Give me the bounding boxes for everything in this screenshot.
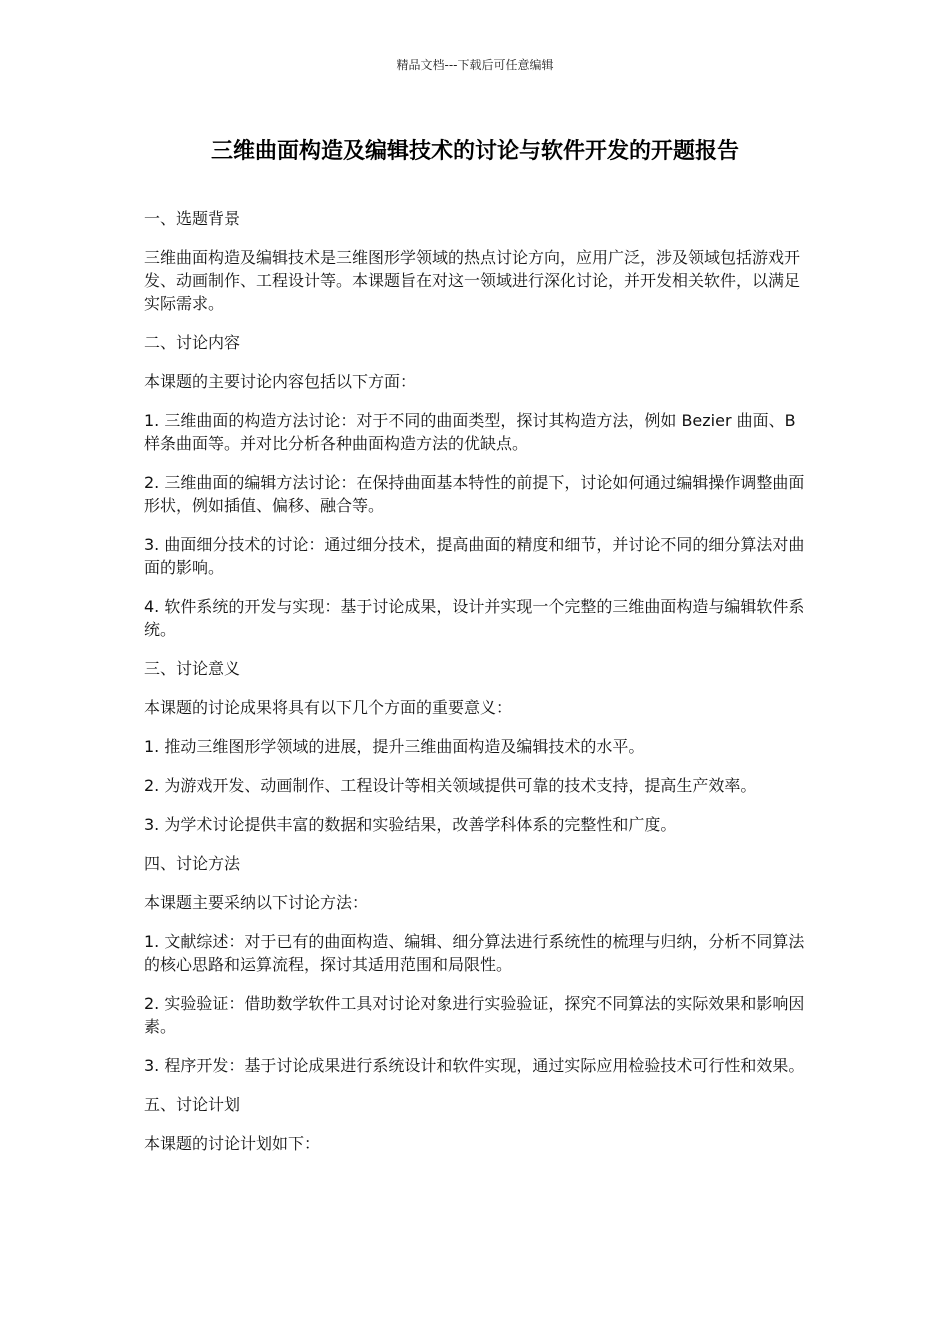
- list-item-content-3: 3. 曲面细分技术的讨论：通过细分技术，提高曲面的精度和细节，并讨论不同的细分算法对曲面的影响。: [144, 535, 805, 577]
- list-item-content-4: 4. 软件系统的开发与实现：基于讨论成果，设计并实现一个完整的三维曲面构造与编辑软件系统。: [144, 597, 805, 639]
- paragraph-background: 三维曲面构造及编辑技术是三维图形学领域的热点讨论方向，应用广泛，涉及领域包括游戏开发、动画制作、工程设计等。本课题旨在对这一领域进行深化讨论，并开发相关软件，以满足实际需求。: [144, 248, 801, 313]
- section-heading-methods: 四、讨论方法: [144, 854, 241, 873]
- list-item-methods-2: 2. 实验验证：借助数学软件工具对讨论对象进行实验验证，探究不同算法的实际效果和影响因素。: [144, 994, 805, 1036]
- list-item-significance-1: 1. 推动三维图形学领域的进展，提升三维曲面构造及编辑技术的水平。: [144, 737, 645, 756]
- document-body: [144, 207, 812, 1171]
- section-heading-content: 二、讨论内容: [144, 333, 241, 352]
- section-heading-plan: 五、讨论计划: [144, 1095, 241, 1114]
- list-item-methods-1: 1. 文献综述：对于已有的曲面构造、编辑、细分算法进行系统性的梳理与归纳，分析不同算法的核心思路和运算流程，探讨其适用范围和局限性。: [144, 932, 805, 974]
- paragraph-methods-intro: 本课题主要采纳以下讨论方法：: [144, 893, 369, 912]
- list-item-content-1: 1. 三维曲面的构造方法讨论：对于不同的曲面类型，探讨其构造方法，例如 Bezier 曲面、B 样条曲面等。并对比分析各种曲面构造方法的优缺点。: [144, 411, 796, 453]
- list-item-methods-3: 3. 程序开发：基于讨论成果进行系统设计和软件实现，通过实际应用检验技术可行性和效果。: [144, 1056, 805, 1075]
- list-item-significance-3: 3. 为学术讨论提供丰富的数据和实验结果，改善学科体系的完整性和广度。: [144, 815, 677, 834]
- header-note: 精品文档---下载后可任意编辑: [396, 58, 554, 72]
- paragraph-plan-intro: 本课题的讨论计划如下：: [144, 1134, 321, 1153]
- list-item-content-2: 2. 三维曲面的编辑方法讨论：在保持曲面基本特性的前提下，讨论如何通过编辑操作调整曲面形状，例如插值、偏移、融合等。: [144, 473, 805, 515]
- paragraph-significance-intro: 本课题的讨论成果将具有以下几个方面的重要意义：: [144, 698, 513, 717]
- list-item-significance-2: 2. 为游戏开发、动画制作、工程设计等相关领域提供可靠的技术支持，提高生产效率。: [144, 776, 757, 795]
- paragraph-content-intro: 本课题的主要讨论内容包括以下方面：: [144, 372, 417, 391]
- section-heading-significance: 三、讨论意义: [144, 659, 241, 678]
- document-title: 三维曲面构造及编辑技术的讨论与软件开发的开题报告: [210, 139, 739, 164]
- section-heading-background: 一、选题背景: [144, 209, 241, 228]
